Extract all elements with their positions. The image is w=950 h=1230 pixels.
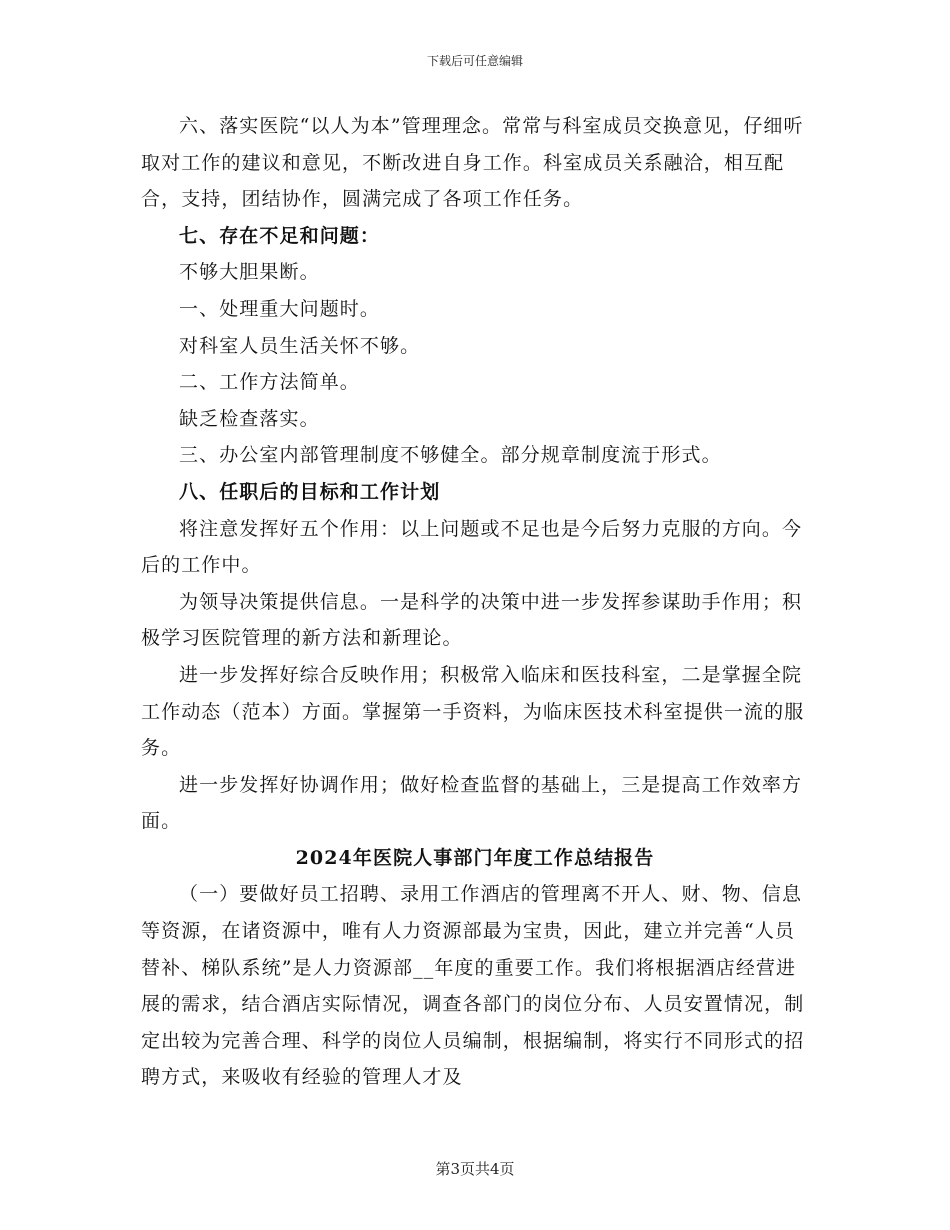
- section-heading: 七、存在不足和问题：: [179, 224, 381, 247]
- section-heading: 八、任职后的目标和工作计划: [179, 480, 441, 503]
- paragraph: 三、办公室内部管理制度不够健全。部分规章制度流于形式。: [179, 444, 722, 467]
- paragraph: 为领导决策提供信息。一是科学的决策中进一步发挥参谋助手作用；积极学习医院管理的新方法和新理论。: [141, 590, 803, 650]
- page-header: 下载后可任意编辑: [426, 54, 523, 68]
- paragraph: 将注意发挥好五个作用：以上问题或不足也是今后努力克服的方向。今后的工作中。: [141, 517, 803, 577]
- paragraph: 对科室人员生活关怀不够。: [179, 334, 421, 357]
- paragraph: 六、落实医院“以人为本”管理理念。常常与科室成员交换意见，仔细听取对工作的建议和意见，不断改进自身工作。科室成员关系融洽，相互配合，支持，团结协作，圆满完成了各项工作任务。: [141, 115, 804, 211]
- document-title: 2024年医院人事部门年度工作总结报告: [295, 846, 655, 869]
- paragraph: （一）要做好员工招聘、录用工作酒店的管理离不开人、财、物、信息等资源，在诸资源中，唯有人力资源部最为宝贵，因此，建立并完善“人员替补、梯队系统”是人力资源部__年度的重要工作。我们将根据酒店经营进展的需求，结合酒店实际情况，调查各部门的岗位分布、人员安置情况，制定出较为完善合理、科学的岗位人员编制，根据编制，将实行不同形式的招聘方式，来吸收有经验的管理人才及: [141, 883, 805, 1089]
- paragraph: 进一步发挥好综合反映作用；积极常入临床和医技科室，二是掌握全院工作动态（范本）方面。掌握第一手资料，为临床医技术科室提供一流的服务。: [141, 663, 805, 760]
- page-footer: 第3页共4页: [435, 1160, 515, 1178]
- paragraph: 二、工作方法简单。: [179, 371, 360, 394]
- paragraph: 一、处理重大问题时。: [179, 297, 381, 320]
- paragraph: 进一步发挥好协调作用；做好检查监督的基础上，三是提高工作效率方面。: [141, 773, 803, 833]
- paragraph: 不够大胆果断。: [179, 261, 320, 284]
- paragraph: 缺乏检查落实。: [179, 407, 320, 430]
- document-body: [141, 108, 809, 1096]
